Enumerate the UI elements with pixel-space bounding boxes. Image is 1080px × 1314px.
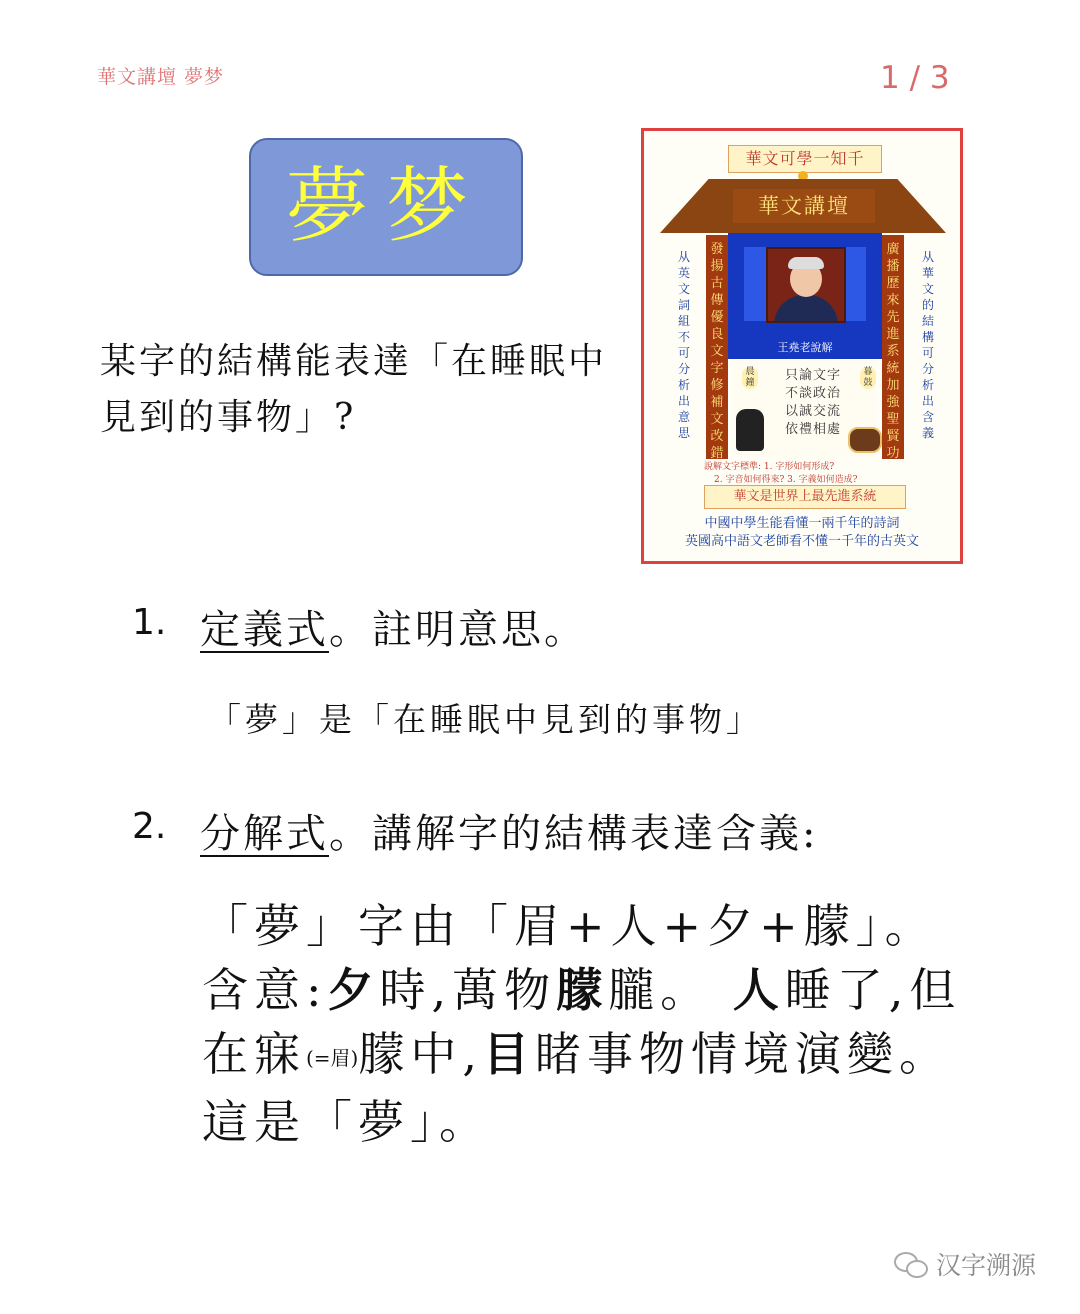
title-box	[249, 138, 523, 276]
poster-footer	[650, 515, 954, 551]
drum-label: 暮鼓	[860, 367, 876, 389]
right-side-text: 从華文的結構 可分析出含義	[921, 250, 934, 440]
center-line: 只論文字	[784, 368, 841, 383]
footer-line: 中國中學生能看懂一兩千年的詩詞	[704, 516, 900, 531]
portrait-hair	[788, 257, 824, 269]
item-heading	[200, 802, 818, 859]
watermark	[894, 1246, 1036, 1282]
watermark-text: 汉字溯源	[936, 1251, 1037, 1280]
center-line: 依禮相處	[784, 422, 841, 437]
lecture-poster	[641, 128, 963, 564]
item-rest: 。講解字的結構表達含義:	[329, 811, 819, 857]
standard-line: 2. 字音如何得來? 3. 字義如何造成?	[714, 475, 858, 485]
definition-text: 「夢」是「在睡眠中見到的事物」	[208, 700, 763, 739]
standard-line: 說解文字標準: 1. 字形如何形成?	[704, 462, 835, 472]
poster-bottom-banner: 華文是世界上最先進系統	[704, 485, 906, 509]
poster-roof-plaque: 華文講壇	[733, 189, 875, 223]
poster-top-banner: 華文可學一知千	[728, 145, 882, 173]
header-title: 華文講壇 夢梦	[97, 66, 225, 88]
page-counter: 1 / 3	[880, 60, 950, 96]
portrait-photo	[766, 247, 846, 323]
explain-part: 睡了,但在寐	[202, 963, 962, 1081]
explain-part: 時,萬物	[379, 963, 557, 1017]
left-side-text: 从英文詞組 不可分析出意思	[677, 250, 690, 440]
wechat-icon	[894, 1250, 928, 1278]
explain-bold: 目	[483, 1027, 535, 1081]
question-text: 某字的結構能表達「在睡眠中見到的事物」?	[100, 341, 608, 438]
explain-part: 睹事物情境演變。這是「夢」。	[202, 1027, 951, 1149]
center-line: 不談政治	[784, 386, 841, 401]
explain-part: 朧。	[608, 963, 733, 1017]
bell-icon	[736, 409, 764, 451]
explain-bold: 人	[732, 963, 785, 1017]
poster-center-text	[780, 367, 846, 439]
bell-label: 晨鐘	[742, 367, 758, 389]
item-heading	[200, 598, 587, 655]
footer-line: 英國高中語文老師看不懂一千年的古英文	[684, 534, 919, 549]
explain-bold: 朦	[556, 963, 609, 1017]
item-label: 定義式	[200, 607, 329, 653]
item-number: 2.	[132, 806, 167, 847]
item-rest: 。註明意思。	[329, 607, 587, 653]
explain-part: 朦中,	[358, 1027, 483, 1081]
item-label: 分解式	[200, 811, 329, 857]
drum-icon	[848, 427, 882, 453]
left-pillar: 發揚古傳優良文字修補文改錯	[706, 235, 728, 459]
explain-note: (=眉)	[306, 1046, 359, 1070]
explain-bold: 夕	[327, 963, 380, 1017]
page-title: 夢梦	[285, 159, 486, 254]
right-pillar: 廣播歷來先進系統加強聖賢功	[882, 235, 904, 459]
explain-part: 「夢」字由「眉+人+夕+朦」。含意:	[202, 899, 937, 1017]
poster-standards	[704, 461, 904, 487]
portrait-body	[774, 295, 838, 323]
explanation-text	[202, 894, 962, 1154]
portrait-caption: 王堯老說解	[728, 337, 882, 359]
center-line: 以誠交流	[784, 404, 841, 419]
item-number: 1.	[132, 602, 167, 643]
